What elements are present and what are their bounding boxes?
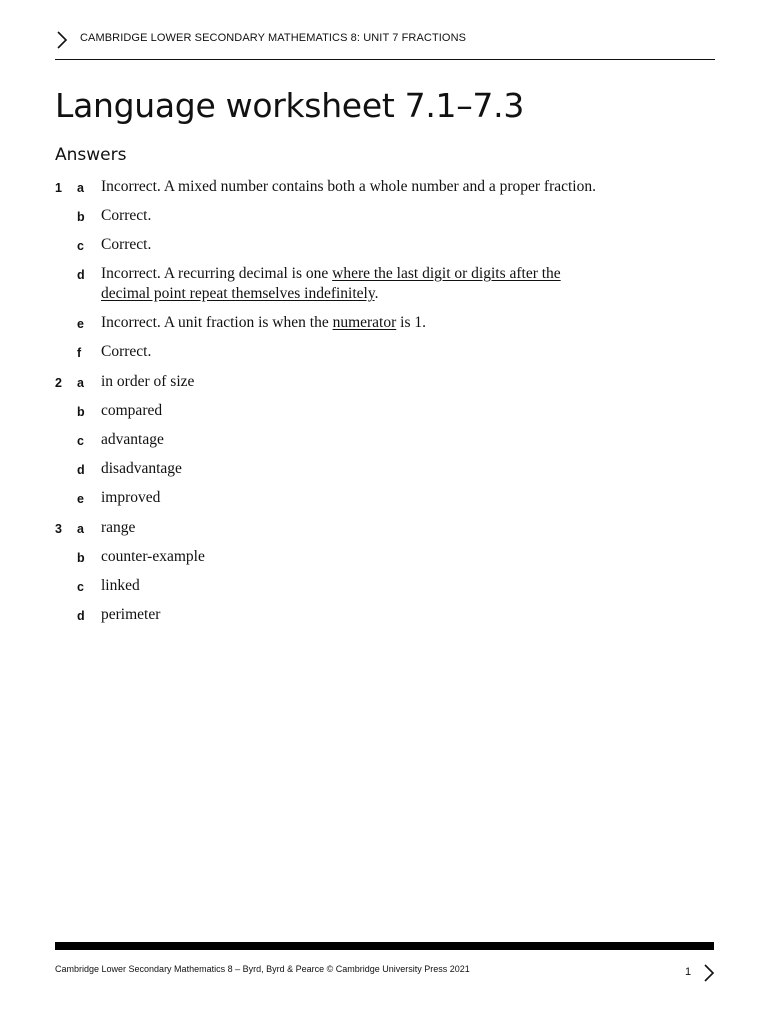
answer-text-plain: . <box>374 285 379 302</box>
answer-text: counter-example <box>101 548 205 565</box>
answer-text <box>101 313 661 333</box>
answer-text: Correct. <box>101 207 152 224</box>
part-letter: c <box>77 580 84 594</box>
answer-text: disadvantage <box>101 460 182 477</box>
answer-text: Correct. <box>101 236 152 253</box>
answer-text: compared <box>101 402 163 419</box>
underlined-phrase: decimal point repeat themselves indefinitely <box>101 285 375 302</box>
part-letter: d <box>77 268 85 282</box>
part-letter: c <box>77 434 84 448</box>
answer-text: linked <box>101 577 140 594</box>
question-number: 2 <box>55 376 62 390</box>
footer-credit: Cambridge Lower Secondary Mathematics 8 – Byrd, Byrd & Pearce © Cambridge University Press 2021 <box>55 964 470 974</box>
footer-rule <box>55 942 714 950</box>
part-letter: d <box>77 609 85 623</box>
answer-text: range <box>101 519 136 536</box>
part-letter: c <box>77 239 84 253</box>
question-number: 3 <box>55 522 62 536</box>
running-title: CAMBRIDGE LOWER SECONDARY MATHEMATICS 8: UNIT 7 FRACTIONS <box>80 32 467 44</box>
part-letter: f <box>77 346 82 360</box>
answer-text-plain: Incorrect. A recurring decimal is one <box>101 265 333 282</box>
part-letter: a <box>77 522 84 536</box>
part-letter: a <box>77 376 84 390</box>
underlined-word: numerator <box>332 314 397 331</box>
answer-text: Correct. <box>101 343 152 360</box>
answer-text: improved <box>101 489 161 506</box>
section-subtitle: Answers <box>55 145 127 165</box>
page-header <box>55 28 715 60</box>
page-number: 1 <box>685 966 692 978</box>
chevron-right-icon[interactable] <box>702 963 718 983</box>
answer-text: in order of size <box>101 373 195 390</box>
answer-text <box>101 264 661 304</box>
answer-text: Incorrect. A mixed number contains both a whole number and a proper fraction. <box>101 178 596 195</box>
question-number: 1 <box>55 181 62 195</box>
underlined-phrase: where the last digit or digits after the <box>332 265 561 282</box>
part-letter: b <box>77 210 85 224</box>
part-letter: a <box>77 181 84 195</box>
part-letter: d <box>77 463 85 477</box>
part-letter: e <box>77 317 84 331</box>
part-letter: b <box>77 405 85 419</box>
answer-text: perimeter <box>101 606 161 623</box>
answer-text-plain: is 1. <box>396 314 426 331</box>
part-letter: e <box>77 492 84 506</box>
answer-text: advantage <box>101 431 164 448</box>
answer-text-plain: Incorrect. A unit fraction is when the <box>101 314 333 331</box>
part-letter: b <box>77 551 85 565</box>
page-title: Language worksheet 7.1–7.3 <box>55 86 525 125</box>
chevron-right-icon <box>55 30 71 50</box>
